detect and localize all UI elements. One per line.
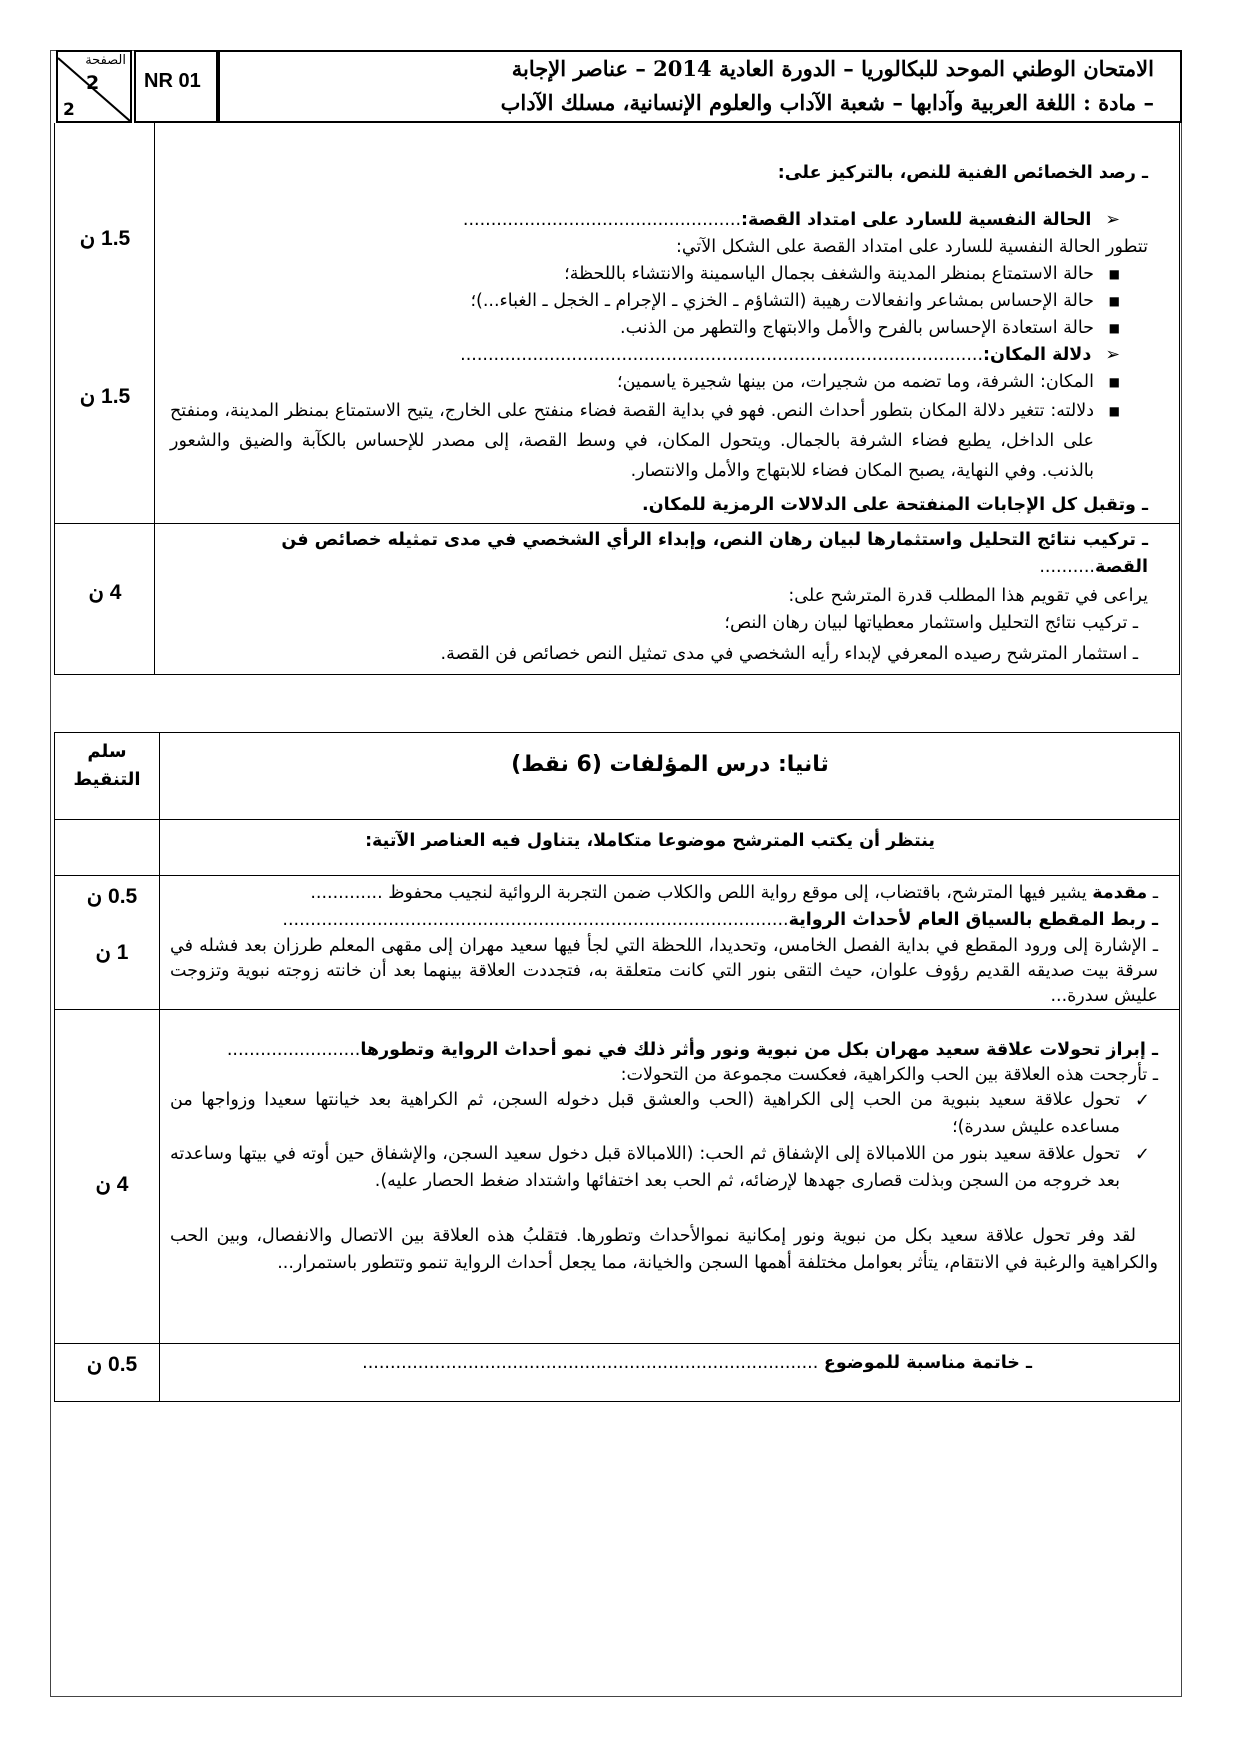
score-1-5a: 1.5 ن — [79, 227, 131, 250]
section2-heading: ـ تركيب نتائج التحليل واستثمارها لبيان رهان النص، وإبداء الرأي الشخصي في مدى تمثيله خصائص فن القصة.......... — [281, 530, 1148, 577]
score-4b: 4 ن — [95, 1173, 129, 1196]
sub2-list — [170, 369, 1148, 486]
header-title-box — [218, 50, 1182, 123]
list-item: ■ حالة الاستمتاع بمنظر المدينة والشغف بجمال الياسمينة والانتشاء باللحظة؛ — [170, 261, 1120, 288]
trans-conclusion: لقد وفر تحول علاقة سعيد بكل من نبوية ونور إمكانية نموالأحداث وتطورها. فتقلبُ هذه العلاقة بين الاتصال والانفصال، وبين الحب والكراهية والرغبة في الانتقام، يتأثر بعوامل مختلفة أهمها السجن والخيانة، مما يجعل أحداث الرواية تنمو وتتطور باستمرار... — [170, 1226, 1158, 1273]
sub1-heading — [170, 207, 1148, 234]
sub2-heading — [170, 342, 1148, 369]
intro-link-content — [170, 880, 1158, 1009]
page-current: 2 — [86, 72, 100, 94]
header-title-line2: – مادة : اللغة العربية وآدابها – شعبة الآداب والعلوم الإنسانية، مسلك الآداب — [500, 90, 1154, 115]
part2-expectation: ينتظر أن يكتب المترشح موضوعا متكاملا، يتناول فيه العناصر الآتية: — [365, 831, 935, 851]
score-0-5b: 0.5 ن — [86, 1353, 138, 1376]
section1-content — [170, 160, 1148, 519]
score-1: 1 ن — [95, 941, 129, 964]
score-column-header: سلم التنقيط — [73, 741, 141, 790]
arrow-bullet-icon: ➢ — [1105, 345, 1120, 365]
trans-list — [170, 1087, 1158, 1195]
trans-heading: ـ إبراز تحولات علاقة سعيد مهران بكل من نبوية ونور وأثر ذلك في نمو أحداث الرواية وتطورها........................ — [226, 1040, 1158, 1060]
row-divider — [54, 1009, 1180, 1010]
part2-title: ثانيا: درس المؤلفات (6 نقط) — [511, 752, 829, 777]
trans-intro: ـ تأرجحت هذه العلاقة بين الحب والكراهية، فعكست مجموعة من التحولات: — [620, 1065, 1158, 1085]
list-item: ■ حالة استعادة الإحساس بالفرح والأمل والابتهاج والتطهر من الذنب. — [170, 315, 1120, 342]
sub1-list — [170, 261, 1148, 342]
sub1-title: الحالة النفسية للسارد على امتداد القصة: — [741, 210, 1092, 230]
conclusion-line: ـ خاتمة مناسبة للموضوع .................................................................................. — [362, 1353, 1032, 1373]
square-bullet-icon: ■ — [1108, 321, 1120, 335]
accept-note: ـ وتقبل كل الإجابات المنفتحة على الدلالات الرمزية للمكان. — [642, 495, 1148, 515]
list-item: ■ المكان: الشرفة، وما تضمه من شجيرات، من بينها شجيرة ياسمين؛ — [170, 369, 1120, 396]
exam-code: NR 01 — [134, 50, 218, 123]
check-bullet-icon: ✓ — [1134, 1090, 1150, 1111]
square-bullet-icon: ■ — [1108, 404, 1120, 418]
section1-heading: ـ رصد الخصائص الفنية للنص، بالتركيز على: — [777, 163, 1148, 183]
check-bullet-icon: ✓ — [1134, 1144, 1150, 1165]
list-item: ■ حالة الإحساس بمشاعر وانفعالات رهيبة (التشاؤم ـ الخزي ـ الإجرام ـ الخجل ـ الغباء...)؛ — [170, 288, 1120, 315]
score-1-5b: 1.5 ن — [79, 385, 131, 408]
list-item: ✓ تحول علاقة سعيد بنور من اللامبالاة إلى الإشفاق ثم الحب: (اللامبالاة قبل دخول سعيد السجن، والإشفاق حين أوته في بيتها وساعدته بعد خروجه من السجن وبذلت قصارى جهدها لإرضائه، ثم الحب بعد اختفائها واشتداد ضغط الحصار عليه). — [170, 1141, 1150, 1195]
square-bullet-icon: ■ — [1108, 294, 1120, 308]
arrow-bullet-icon: ➢ — [1105, 210, 1120, 230]
sub2-dots: .............................................................................................. — [460, 345, 984, 365]
sub1-dots: .................................................. — [462, 210, 742, 230]
section2-intro: يراعى في تقويم هذا المطلب قدرة المترشح على: — [788, 586, 1148, 606]
row-divider — [54, 1343, 1180, 1344]
score-0-5a: 0.5 ن — [86, 885, 138, 908]
intro-line: ـ مقدمة يشير فيها المترشح، باقتضاب، إلى موقع رواية اللص والكلاب ضمن التجربة الروائية لنجيب محفوظ ............. — [310, 883, 1158, 903]
list-item: ■ دلالته: تتغير دلالة المكان بتطور أحداث النص. فهو في بداية القصة فضاء منفتح على الخارج، يتيح الاستمتاع بمنظر المدينة، ومنفتح على الداخل، يطبع فضاء الشرفة بالجمال. ويتحول المكان، في وسط القصة، إلى مصدر للإحساس بالكآبة والضيق والشعور بالذنب. وفي النهاية، يصبح المكان فضاء للابتهاج والأمل والانتصار. — [170, 396, 1120, 486]
sub1-intro: تتطور الحالة النفسية للسارد على امتداد القصة على الشكل الآتي: — [675, 237, 1148, 257]
list-item: ـ استثمار المترشح رصيده المعرفي لإبداء رأيه الشخصي في مدى تمثيل النص خصائص فن القصة. — [440, 644, 1138, 664]
page-label: الصفحة — [85, 53, 126, 68]
section2-content — [170, 527, 1148, 668]
row-divider — [54, 819, 1180, 820]
page-number-box — [56, 50, 132, 123]
score-column-divider — [159, 732, 160, 1402]
list-item: ✓ تحول علاقة سعيد بنبوية من الحب إلى الكراهية (الحب والعشق قبل دخوله السجن، ثم الكراهية بعد خيانتها سعيدا وزواجها من مساعده عليش سدرة)؛ — [170, 1087, 1150, 1141]
page-total: 2 — [63, 100, 75, 120]
sub2-title: دلالة المكان: — [983, 345, 1092, 365]
list-item: ـ تركيب نتائج التحليل واستثمار معطياتها لبيان رهان النص؛ — [724, 613, 1138, 633]
square-bullet-icon: ■ — [1108, 375, 1120, 389]
transformations-content — [170, 1037, 1158, 1277]
square-bullet-icon: ■ — [1108, 267, 1120, 281]
score-4a: 4 ن — [88, 581, 122, 604]
header-title-line1: الامتحان الوطني الموحد للبكالوريا – الدورة العادية 2014 – عناصر الإجابة — [511, 56, 1154, 81]
link-text: ـ الإشارة إلى ورود المقطع في بداية الفصل الخامس، وتحديدا، اللحظة التي لجأ فيها سعيد مهران إلى مقهى المعلم طرزان بعد فشله في سرقة بيت صديقه القديم رؤوف علوان، حيث التقى بنور التي كانت متعلقة به، فتجددت العلاقة بينهما بعد أن خانته زوجته نبوية وتزوجت عليش سدرة... — [170, 936, 1158, 1006]
link-heading: ـ ربط المقطع بالسياق العام لأحداث الرواية........................................................................................... — [282, 910, 1158, 930]
row-divider — [54, 523, 1180, 524]
row-divider — [54, 875, 1180, 876]
